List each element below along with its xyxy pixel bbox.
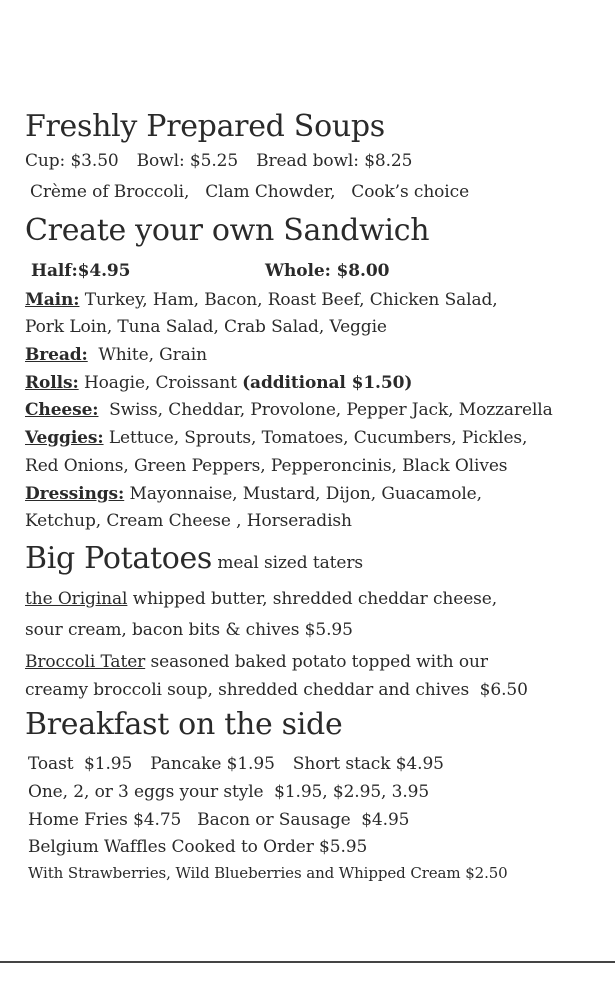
short-stack-price: Short stack $4.95 [292, 754, 444, 774]
dressings-items: Mayonnaise, Mustard, Dijon, Guacamole, [124, 484, 482, 504]
original-desc-cont: sour cream, bacon bits & chives $5.95 [25, 620, 353, 640]
bread-bowl-price: Bread bowl: $8.25 [256, 151, 413, 171]
dressings-line [25, 483, 482, 505]
soup-varieties: Crème of Broccoli, Clam Chowder, Cook’s choice [30, 182, 470, 202]
potatoes-heading-line [25, 541, 363, 577]
broccoli-desc-cont: creamy broccoli soup, shredded cheddar and chives $6.50 [25, 680, 528, 700]
cup-price: Cup: $3.50 [25, 151, 119, 171]
broccoli-desc: seasoned baked potato topped with our [145, 652, 488, 672]
breakfast-heading: Breakfast on the side [25, 707, 343, 742]
breakfast-line-1 [28, 753, 444, 775]
bread-line [25, 344, 207, 366]
whole-price: Whole: $8.00 [265, 261, 390, 281]
soup-prices [25, 150, 412, 172]
veggies-items-cont: Red Onions, Green Peppers, Pepperoncinis, Black Olives [25, 456, 508, 476]
cheese-label: Cheese: [25, 400, 99, 420]
rolls-items: Hoagie, Croissant [78, 373, 243, 393]
potatoes-heading: Big Potatoes [25, 541, 213, 576]
rolls-line [25, 372, 412, 394]
soups-heading: Freshly Prepared Soups [25, 109, 385, 144]
dressings-label: Dressings: [25, 484, 125, 504]
waffles-line: Belgium Waffles Cooked to Order $5.95 [28, 837, 368, 857]
veggies-items: Lettuce, Sprouts, Tomatoes, Cucumbers, Pickles, [103, 428, 528, 448]
sandwich-heading: Create your own Sandwich [25, 213, 430, 248]
bowl-price: Bowl: $5.25 [136, 151, 239, 171]
main-items: Turkey, Ham, Bacon, Roast Beef, Chicken Salad, [79, 290, 498, 310]
toast-price: Toast $1.95 [28, 754, 133, 774]
main-label: Main: [25, 290, 80, 310]
veggies-line [25, 427, 527, 449]
half-price: Half:$4.95 [31, 261, 131, 281]
eggs-line: One, 2, or 3 eggs your style $1.95, $2.95, 3.95 [28, 782, 430, 802]
rolls-extra-price: (additional $1.50) [242, 373, 413, 393]
original-desc: whipped butter, shredded cheddar cheese, [127, 589, 498, 609]
bread-items: White, Grain [87, 345, 207, 365]
original-name: the Original [25, 589, 128, 609]
broccoli-line [25, 651, 488, 673]
veggies-label: Veggies: [25, 428, 104, 448]
dressings-items-cont: Ketchup, Cream Cheese , Horseradish [25, 511, 352, 531]
main-items-cont: Pork Loin, Tuna Salad, Crab Salad, Veggie [25, 317, 387, 337]
waffles-extra-line: With Strawberries, Wild Blueberries and Whipped Cream $2.50 [28, 864, 508, 882]
broccoli-name: Broccoli Tater [25, 652, 146, 672]
fries-bacon-line: Home Fries $4.75 Bacon or Sausage $4.95 [28, 810, 410, 830]
bottom-rule [0, 961, 615, 963]
cheese-items: Swiss, Cheddar, Provolone, Pepper Jack, Mozzarella [98, 400, 553, 420]
pancake-price: Pancake $1.95 [150, 754, 275, 774]
potatoes-subtitle: meal sized taters [212, 553, 363, 573]
cheese-line [25, 399, 553, 421]
rolls-label: Rolls: [25, 373, 79, 393]
main-line [25, 289, 498, 311]
bread-label: Bread: [25, 345, 88, 365]
original-line [25, 588, 497, 610]
